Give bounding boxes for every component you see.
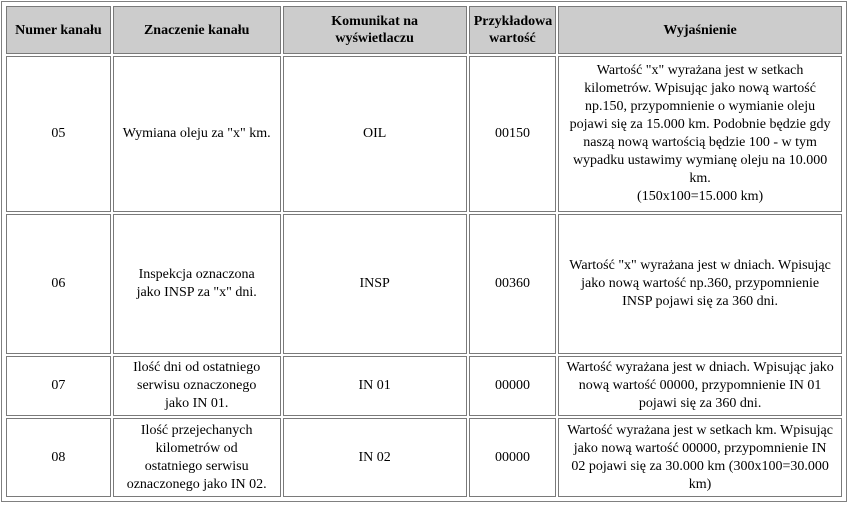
example-value-cell: 00150 xyxy=(469,56,556,212)
header-channel-number: Numer kanału xyxy=(6,6,111,54)
channel-meaning-text: Ilość przejechanych kilometrów od ostatniego serwisu oznaczonego jako IN 02. xyxy=(126,422,267,492)
channel-number-cell: 08 xyxy=(6,418,111,497)
display-message-cell: OIL xyxy=(283,56,467,212)
channel-meaning-text: Inspekcja oznaczona jako INSP za "x" dni. xyxy=(136,267,257,301)
explanation-cell: Wartość wyrażana jest w setkach km. Wpisując jako nową wartość 00000, przypomnienie IN 02 pojawi się za 30.000 km (300x100=30.000 km) xyxy=(558,418,842,497)
service-channels-table xyxy=(4,4,844,499)
header-example-value: Przykładowa wartość xyxy=(469,6,556,54)
channel-number-cell: 06 xyxy=(6,214,111,353)
channel-meaning-cell xyxy=(113,214,281,353)
header-row xyxy=(6,6,842,54)
display-message-cell: IN 01 xyxy=(283,356,467,417)
header-channel-meaning: Znaczenie kanału xyxy=(113,6,281,54)
channel-meaning-cell xyxy=(113,356,281,417)
channel-meaning-cell: Wymiana oleju za "x" km. xyxy=(113,56,281,212)
display-message-cell: INSP xyxy=(283,214,467,353)
explanation-cell: Wartość wyrażana jest w dniach. Wpisując jako nową wartość 00000, przypomnienie IN 01 pojawi się za 360 dni. xyxy=(558,356,842,417)
header-display-message xyxy=(283,6,467,54)
table-row xyxy=(6,56,842,212)
header-explanation: Wyjaśnienie xyxy=(558,6,842,54)
explanation-cell xyxy=(558,56,842,212)
explanation-text: Wartość "x" wyrażana jest w setkach kilometrów. Wpisując jako nową wartość np.150, przypomnienie o wymianie oleju pojawi się za 15.000 km. Podobnie będzie gdy naszą nową wartością będzie 100 - w tym wypadku ustawimy wymianę oleju na 10.000 km. xyxy=(569,63,831,187)
example-value-cell: 00360 xyxy=(469,214,556,353)
table-row xyxy=(6,418,842,497)
table-frame xyxy=(1,1,847,502)
table-row xyxy=(6,356,842,417)
channel-number-cell: 07 xyxy=(6,356,111,417)
channel-meaning-text: Ilość dni od ostatniego serwisu oznaczonego jako IN 01. xyxy=(133,359,261,411)
header-display-message-text: Komunikat na wyświetlaczu xyxy=(331,14,419,46)
channel-number-cell: 05 xyxy=(6,56,111,212)
display-message-cell: IN 02 xyxy=(283,418,467,497)
example-value-cell: 00000 xyxy=(469,418,556,497)
table-row xyxy=(6,214,842,353)
explanation-cell: Wartość "x" wyrażana jest w dniach. Wpisując jako nową wartość np.360, przypomnienie INSP pojawi się za 360 dni. xyxy=(558,214,842,353)
channel-meaning-cell xyxy=(113,418,281,497)
example-value-cell: 00000 xyxy=(469,356,556,417)
explanation-formula: (150x100=15.000 km) xyxy=(637,189,764,205)
